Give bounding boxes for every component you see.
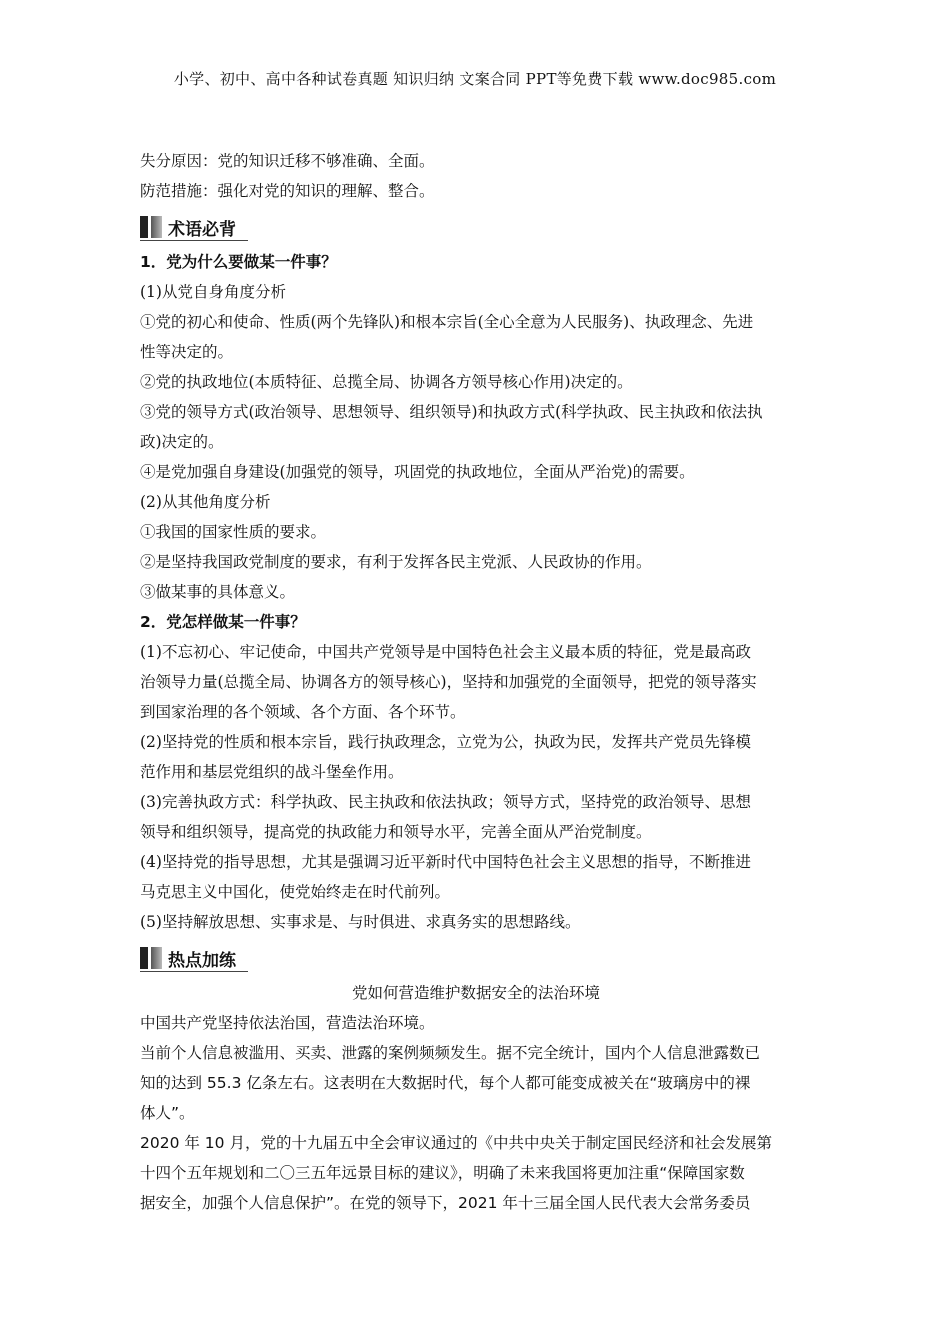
document-body — [140, 146, 812, 1218]
paragraph-line: ①我国的国家性质的要求。 — [140, 523, 327, 541]
paragraph-line: ①党的初心和使命、性质(两个先锋队)和根本宗旨(全心全意为人民服务)、执政理念、先进 — [140, 313, 754, 331]
paragraph-line: 治领导力量(总揽全局、协调各方的领导核心)，坚持和加强党的全面领导，把党的领导落实 — [140, 673, 757, 691]
paragraph-line: (4)坚持党的指导思想，尤其是强调习近平新时代中国特色社会主义思想的指导，不断推进 — [140, 853, 751, 871]
question-heading: 1．党为什么要做某一件事？ — [140, 253, 337, 271]
paragraph-line: (2)从其他角度分析 — [140, 493, 271, 511]
question-heading: 2．党怎样做某一件事？ — [140, 613, 306, 631]
paragraph-line: ③党的领导方式(政治领导、思想领导、组织领导)和执政方式(科学执政、民主执政和依法执 — [140, 403, 763, 421]
paragraph-line: ③做某事的具体意义。 — [140, 583, 296, 601]
section-heading-terms — [140, 214, 248, 241]
hot-body — [140, 978, 812, 1218]
paragraph-line: 政)决定的。 — [140, 433, 224, 451]
paragraph-line: ②党的执政地位(本质特征、总揽全局、协调各方领导核心作用)决定的。 — [140, 373, 633, 391]
article-line: 当前个人信息被滥用、买卖、泄露的案例频频发生。据不完全统计，国内个人信息泄露数已 — [140, 1044, 761, 1062]
paragraph-line: 马克思主义中国化，使党始终走在时代前列。 — [140, 883, 451, 901]
section-marker-icon — [140, 216, 162, 238]
paragraph-line: (1)不忘初心、牢记使命，中国共产党领导是中国特色社会主义最本质的特征，党是最高政 — [140, 643, 751, 661]
article-line: 2020 年 10 月，党的十九届五中全会审议通过的《中共中央关于制定国民经济和社会发展第 — [140, 1134, 772, 1152]
prevention-measure: 防范措施：强化对党的知识的理解、整合。 — [140, 182, 435, 200]
paragraph-line: (1)从党自身角度分析 — [140, 283, 286, 301]
section-title: 热点加练 — [168, 951, 236, 971]
article-line: 据安全，加强个人信息保护”。在党的领导下，2021 年十三届全国人民代表大会常务委员 — [140, 1194, 751, 1212]
paragraph-line: ④是党加强自身建设(加强党的领导，巩固党的执政地位，全面从严治党)的需要。 — [140, 463, 695, 481]
paragraph-line: 到国家治理的各个领域、各个方面、各个环节。 — [140, 703, 466, 721]
paragraph-line: (3)完善执政方式：科学执政、民主执政和依法执政；领导方式，坚持党的政治领导、思想 — [140, 793, 751, 811]
article-line: 体人”。 — [140, 1104, 195, 1122]
paragraph-line: 范作用和基层党组织的战斗堡垒作用。 — [140, 763, 404, 781]
terms-body — [140, 247, 812, 937]
article-line: 知的达到 55.3 亿条左右。这表明在大数据时代，每个人都可能变成被关在“玻璃房中的裸 — [140, 1074, 751, 1092]
paragraph-line: ②是坚持我国政党制度的要求，有利于发挥各民主党派、人民政协的作用。 — [140, 553, 652, 571]
article-line: 中国共产党坚持依法治国，营造法治环境。 — [140, 1014, 435, 1032]
section-heading-hot — [140, 945, 248, 972]
loss-reason: 失分原因：党的知识迁移不够准确、全面。 — [140, 152, 435, 170]
section-title: 术语必背 — [168, 220, 236, 240]
paragraph-line: (5)坚持解放思想、实事求是、与时俱进、求真务实的思想路线。 — [140, 913, 581, 931]
article-line: 十四个五年规划和二〇三五年远景目标的建议》，明确了未来我国将更加注重“保障国家数 — [140, 1164, 745, 1182]
paragraph-line: (2)坚持党的性质和根本宗旨，践行执政理念，立党为公，执政为民，发挥共产党员先锋模 — [140, 733, 751, 751]
page-header: 小学、初中、高中各种试卷真题 知识归纳 文案合同 PPT等免费下载 www.doc985.com — [173, 70, 777, 88]
article-title: 党如何营造维护数据安全的法治环境 — [351, 984, 600, 1002]
paragraph-line: 性等决定的。 — [140, 343, 234, 361]
paragraph-line: 领导和组织领导，提高党的执政能力和领导水平，完善全面从严治党制度。 — [140, 823, 652, 841]
section-marker-icon — [140, 947, 162, 969]
